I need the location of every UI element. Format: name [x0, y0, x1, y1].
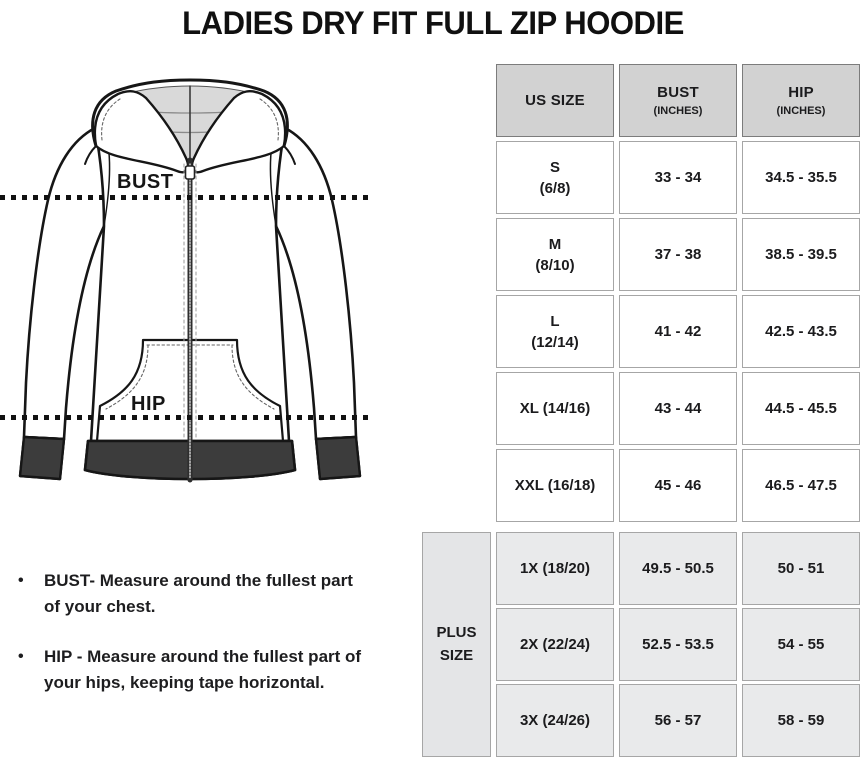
bullet-icon: • [18, 572, 24, 589]
size-value: M [548, 235, 562, 253]
note-bust-text [44, 568, 353, 620]
header-bust-unit: (INCHES) [653, 104, 703, 117]
header-us-size-text: US SIZE [525, 92, 585, 109]
hoodie-diagram [0, 78, 380, 560]
size-sub-value: (12/14) [531, 333, 579, 351]
size-sub-value: (6/8) [539, 179, 571, 197]
plus-size-label: PLUS SIZE [422, 532, 491, 757]
note-hip [18, 644, 390, 696]
header-hip-unit: (INCHES) [776, 104, 826, 117]
hip-cell-m: 38.5 - 39.5 [742, 218, 860, 291]
hip-measure-line [0, 415, 372, 420]
plus-size-table [422, 532, 860, 757]
size-value: L [550, 312, 560, 330]
size-cell-3x: 3X (24/26) [496, 684, 614, 757]
hip-cell-l: 42.5 - 43.5 [742, 295, 860, 368]
size-cell-xl [496, 372, 614, 445]
size-cell-1x: 1X (18/20) [496, 532, 614, 605]
bullet-icon: • [18, 648, 24, 665]
bust-cell-s: 33 - 34 [619, 141, 737, 214]
note-line: HIP - Measure around the fullest part of [44, 647, 362, 666]
bust-label: BUST [117, 171, 174, 193]
note-line: BUST- Measure around the fullest part [44, 571, 353, 590]
hip-cell-1x: 50 - 51 [742, 532, 860, 605]
header-bust [619, 64, 737, 137]
header-hip-text: HIP [788, 83, 814, 101]
size-value: XXL (16/18) [514, 477, 596, 494]
size-cell-xxl [496, 449, 614, 522]
measurement-notes [18, 568, 390, 720]
size-cell-s [496, 141, 614, 214]
hip-cell-xxl: 46.5 - 47.5 [742, 449, 860, 522]
size-value: S [549, 158, 560, 176]
size-cell-2x: 2X (22/24) [496, 608, 614, 681]
page-title: LADIES DRY FIT FULL ZIP HOODIE [182, 5, 684, 41]
size-value: XL (14/16) [519, 400, 591, 417]
header-hip [742, 64, 860, 137]
note-hip-text [44, 644, 361, 696]
hip-label: HIP [131, 393, 166, 415]
bust-cell-3x: 56 - 57 [619, 684, 737, 757]
note-line: your hips, keeping tape horizontal. [44, 673, 325, 692]
note-bust [18, 568, 390, 620]
bust-cell-2x: 52.5 - 53.5 [619, 608, 737, 681]
bust-cell-1x: 49.5 - 50.5 [619, 532, 737, 605]
note-line: of your chest. [44, 597, 156, 616]
bust-measure-line [0, 195, 372, 200]
bust-cell-l: 41 - 42 [619, 295, 737, 368]
bust-cell-xl: 43 - 44 [619, 372, 737, 445]
bust-cell-xxl: 45 - 46 [619, 449, 737, 522]
header-us-size [496, 64, 614, 137]
size-cell-l [496, 295, 614, 368]
hip-cell-3x: 58 - 59 [742, 684, 860, 757]
size-cell-m [496, 218, 614, 291]
size-sub-value: (8/10) [535, 256, 575, 274]
hip-cell-2x: 54 - 55 [742, 608, 860, 681]
header-bust-text: BUST [657, 83, 699, 101]
hip-cell-s: 34.5 - 35.5 [742, 141, 860, 214]
bust-cell-m: 37 - 38 [619, 218, 737, 291]
size-table [496, 64, 860, 522]
hip-cell-xl: 44.5 - 45.5 [742, 372, 860, 445]
